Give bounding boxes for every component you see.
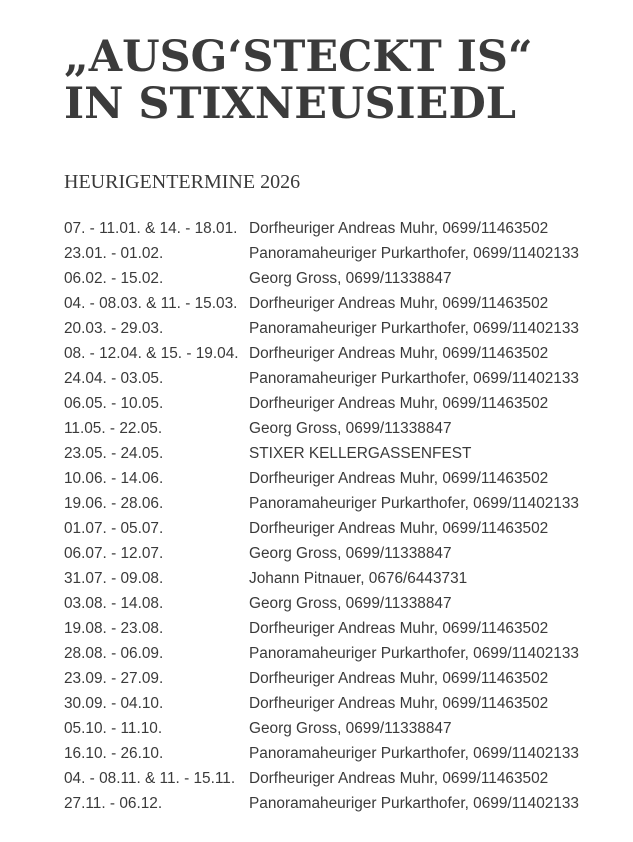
schedule-event: Dorfheuriger Andreas Muhr, 0699/11463502 — [249, 295, 549, 312]
schedule-list — [64, 216, 624, 816]
schedule-dates: 07. - 11.01. & 14. - 18.01. — [64, 220, 238, 237]
schedule-event: Georg Gross, 0699/11338847 — [249, 720, 452, 737]
schedule-event: Dorfheuriger Andreas Muhr, 0699/11463502 — [249, 220, 549, 237]
schedule-row — [64, 616, 624, 641]
title-line-2: IN STIXNEUSIEDL — [64, 79, 516, 129]
schedule-dates: 19.08. - 23.08. — [64, 620, 164, 637]
schedule-row — [64, 741, 624, 766]
schedule-row — [64, 566, 624, 591]
schedule-row — [64, 766, 624, 791]
schedule-dates: 04. - 08.11. & 11. - 15.11. — [64, 770, 236, 787]
schedule-event: Georg Gross, 0699/11338847 — [249, 270, 452, 287]
schedule-event: Panoramaheuriger Purkarthofer, 0699/11402133 — [249, 495, 579, 512]
schedule-heading: HEURIGENTERMINE 2026 — [64, 171, 301, 193]
schedule-event: Dorfheuriger Andreas Muhr, 0699/11463502 — [249, 520, 549, 537]
schedule-event: Panoramaheuriger Purkarthofer, 0699/11402133 — [249, 320, 579, 337]
schedule-event: Georg Gross, 0699/11338847 — [249, 420, 452, 437]
schedule-row — [64, 491, 624, 516]
title-line-1: „AUSG‘STECKT IS“ — [64, 32, 533, 82]
schedule-row — [64, 366, 624, 391]
schedule-dates: 23.09. - 27.09. — [64, 670, 164, 687]
schedule-row — [64, 641, 624, 666]
schedule-dates: 23.05. - 24.05. — [64, 445, 164, 462]
schedule-dates: 06.05. - 10.05. — [64, 395, 164, 412]
schedule-row — [64, 441, 624, 466]
schedule-row — [64, 541, 624, 566]
schedule-dates: 20.03. - 29.03. — [64, 320, 164, 337]
schedule-event: Dorfheuriger Andreas Muhr, 0699/11463502 — [249, 620, 549, 637]
schedule-dates: 31.07. - 09.08. — [64, 570, 164, 587]
schedule-dates: 28.08. - 06.09. — [64, 645, 164, 662]
schedule-row — [64, 791, 624, 816]
schedule-dates: 08. - 12.04. & 15. - 19.04. — [64, 345, 239, 362]
schedule-dates: 03.08. - 14.08. — [64, 595, 164, 612]
page-title — [64, 34, 624, 128]
schedule-event: Dorfheuriger Andreas Muhr, 0699/11463502 — [249, 670, 549, 687]
schedule-dates: 11.05. - 22.05. — [64, 420, 163, 437]
schedule-dates: 24.04. - 03.05. — [64, 370, 164, 387]
schedule-event: Dorfheuriger Andreas Muhr, 0699/11463502 — [249, 395, 549, 412]
schedule-row — [64, 341, 624, 366]
schedule-dates: 19.06. - 28.06. — [64, 495, 164, 512]
schedule-row — [64, 516, 624, 541]
schedule-event: Dorfheuriger Andreas Muhr, 0699/11463502 — [249, 770, 549, 787]
schedule-dates: 06.07. - 12.07. — [64, 545, 164, 562]
schedule-dates: 10.06. - 14.06. — [64, 470, 164, 487]
schedule-dates: 05.10. - 11.10. — [64, 720, 163, 737]
schedule-row — [64, 691, 624, 716]
schedule-row — [64, 466, 624, 491]
schedule-dates: 01.07. - 05.07. — [64, 520, 164, 537]
schedule-event: Panoramaheuriger Purkarthofer, 0699/11402133 — [249, 795, 579, 812]
schedule-event: Georg Gross, 0699/11338847 — [249, 595, 452, 612]
schedule-event: Panoramaheuriger Purkarthofer, 0699/11402133 — [249, 370, 579, 387]
schedule-dates: 16.10. - 26.10. — [64, 745, 164, 762]
schedule-row — [64, 416, 624, 441]
schedule-row — [64, 216, 624, 241]
schedule-row — [64, 316, 624, 341]
schedule-event: Dorfheuriger Andreas Muhr, 0699/11463502 — [249, 345, 549, 362]
schedule-dates: 27.11. - 06.12. — [64, 795, 163, 812]
schedule-dates: 23.01. - 01.02. — [64, 245, 164, 262]
schedule-event: Panoramaheuriger Purkarthofer, 0699/11402133 — [249, 245, 579, 262]
schedule-event: Georg Gross, 0699/11338847 — [249, 545, 452, 562]
schedule-event: Dorfheuriger Andreas Muhr, 0699/11463502 — [249, 695, 549, 712]
schedule-row — [64, 291, 624, 316]
schedule-dates: 04. - 08.03. & 11. - 15.03. — [64, 295, 238, 312]
schedule-dates: 30.09. - 04.10. — [64, 695, 164, 712]
schedule-event: Johann Pitnauer, 0676/6443731 — [249, 570, 468, 587]
schedule-event: STIXER KELLERGASSENFEST — [249, 445, 472, 462]
schedule-event: Panoramaheuriger Purkarthofer, 0699/11402133 — [249, 645, 579, 662]
schedule-row — [64, 591, 624, 616]
schedule-event: Panoramaheuriger Purkarthofer, 0699/11402133 — [249, 745, 579, 762]
schedule-row — [64, 716, 624, 741]
schedule-dates: 06.02. - 15.02. — [64, 270, 164, 287]
schedule-event: Dorfheuriger Andreas Muhr, 0699/11463502 — [249, 470, 549, 487]
schedule-row — [64, 391, 624, 416]
schedule-row — [64, 666, 624, 691]
schedule-row — [64, 241, 624, 266]
schedule-row — [64, 266, 624, 291]
